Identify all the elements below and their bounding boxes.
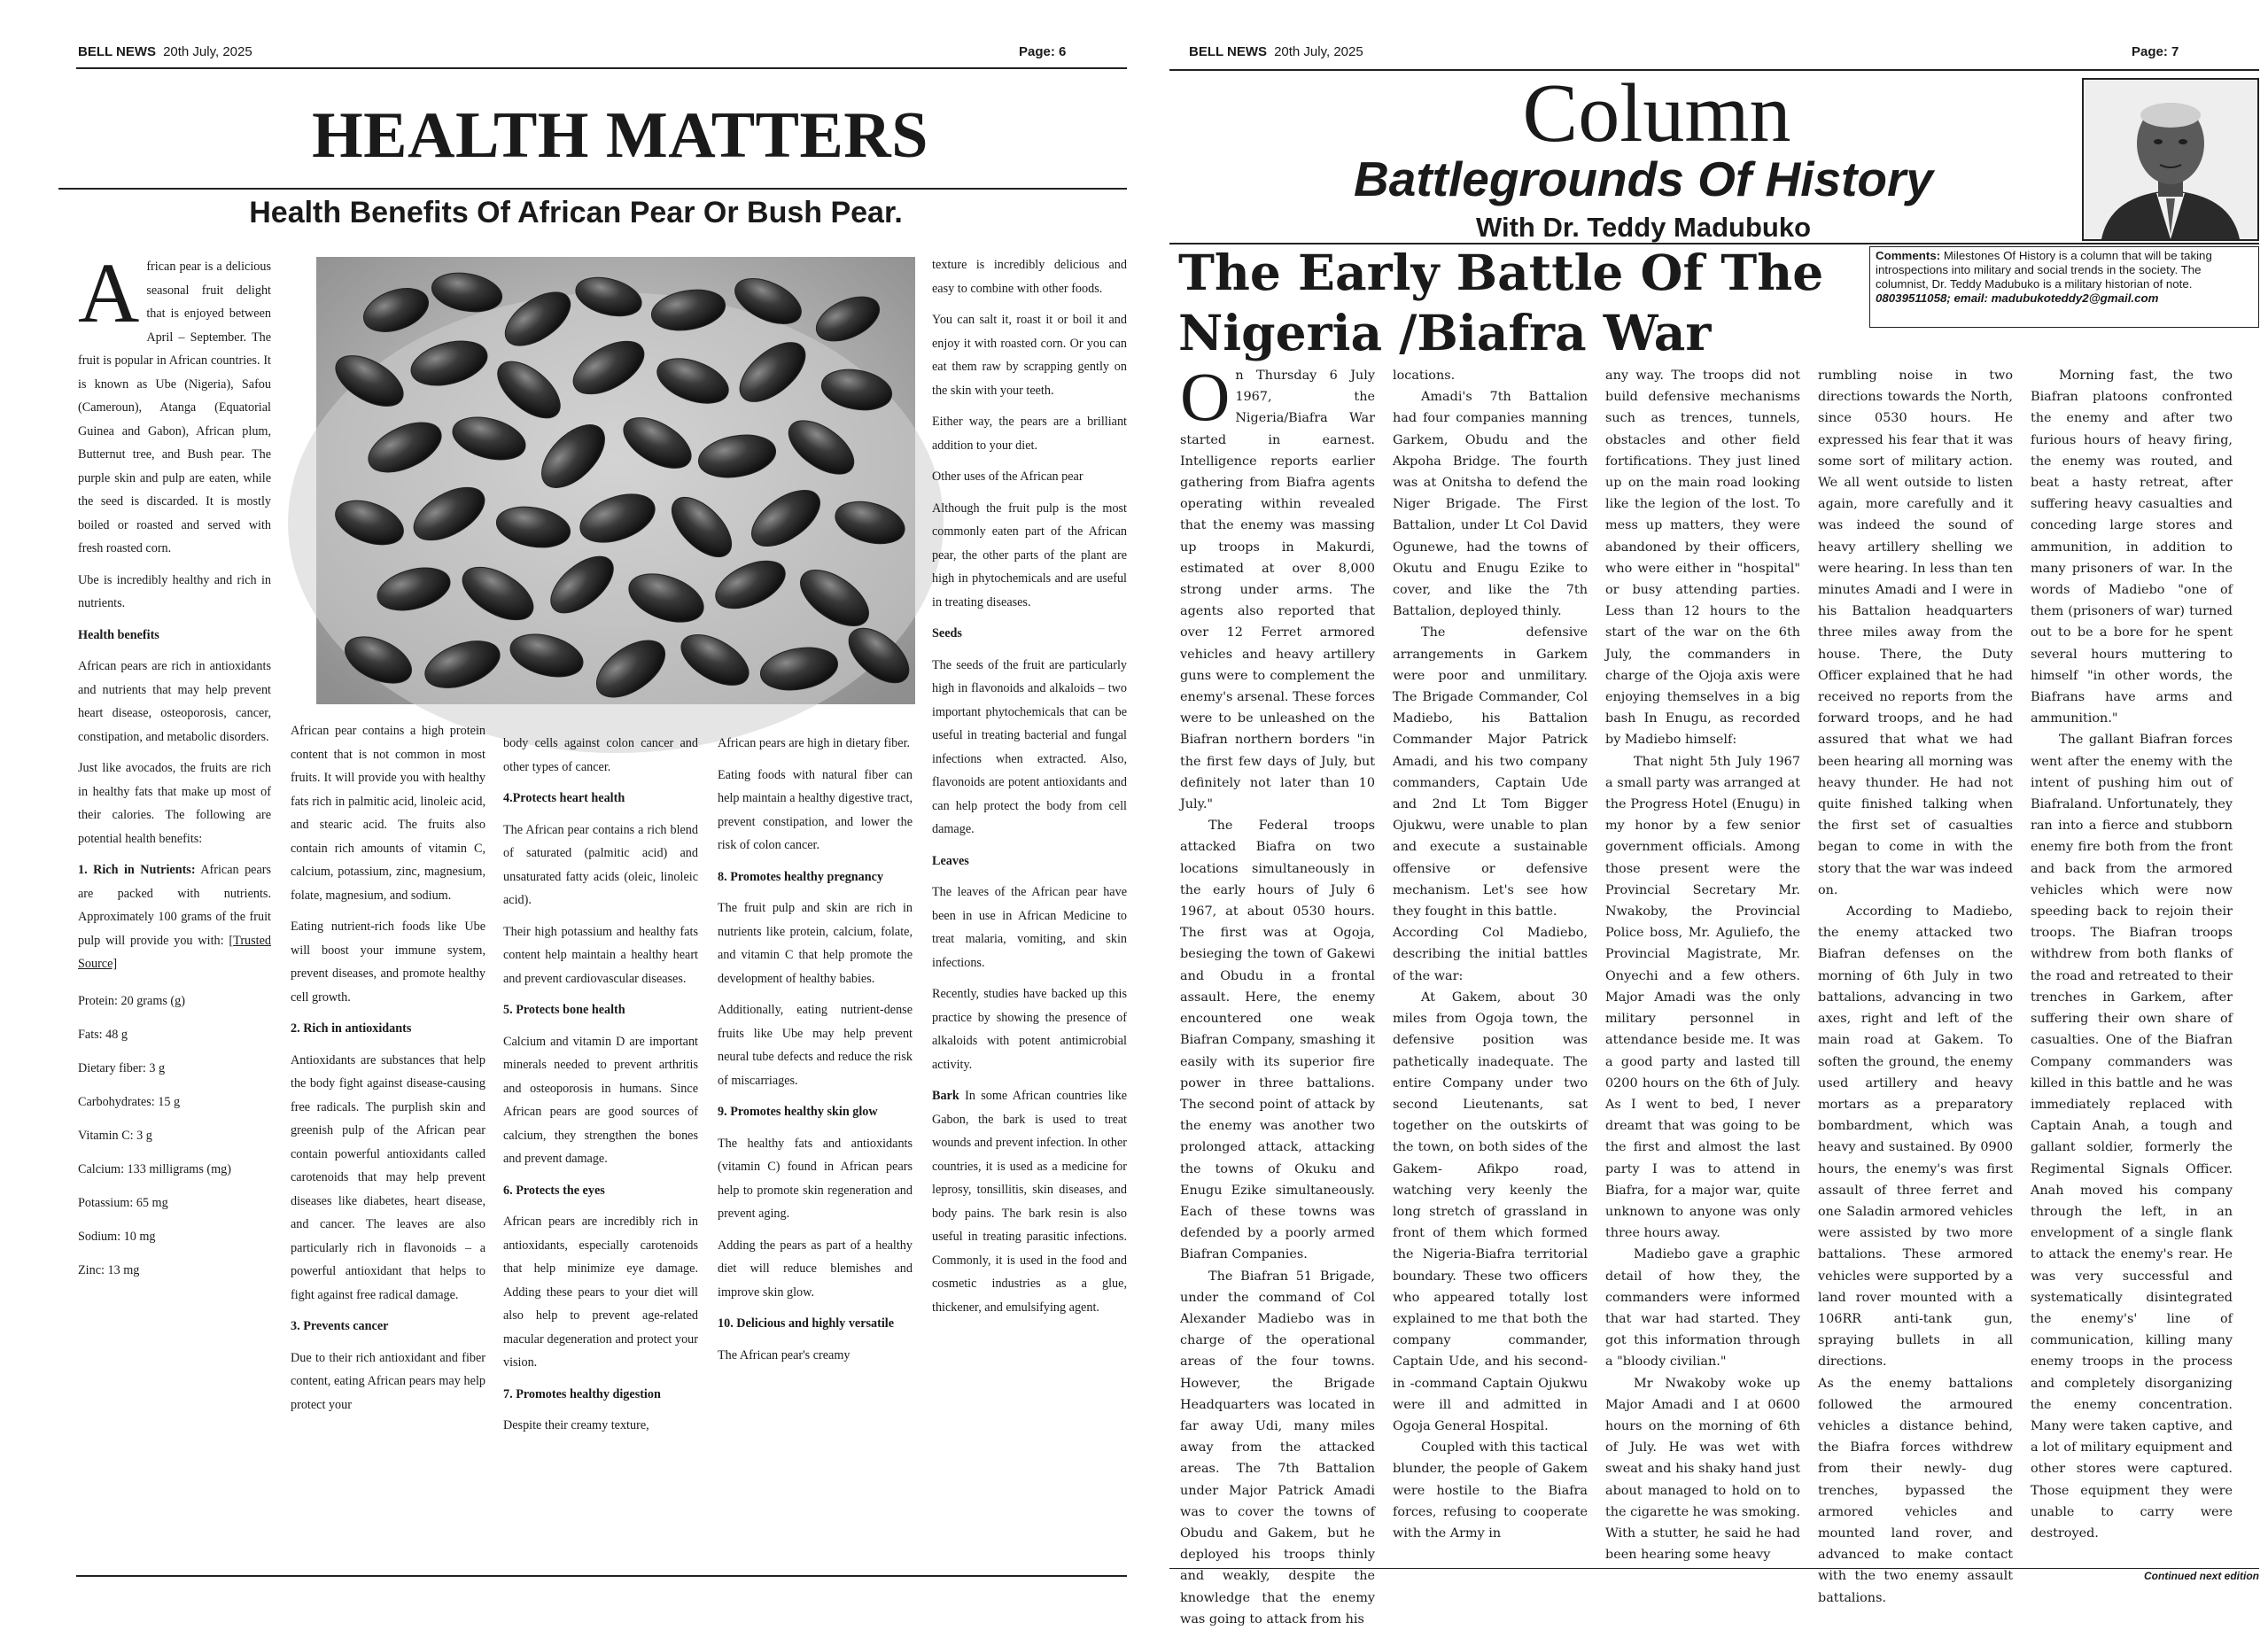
bottom-rule bbox=[1169, 1568, 2259, 1569]
subhead: 3. Prevents cancer bbox=[291, 1319, 389, 1333]
list-item: Vitamin C: 3 g bbox=[78, 1128, 152, 1143]
left-column-2: African pear contains a high protein content that is not common in most fruits. It will provide you with healthy fats rich in palmitic acid, linoleic acid, and stearic acid. The fruits also contain rich amounts of vitamin C, calcium, potassium, zinc, magnesium, folate, magnesium, and sodium. Eating nutrient-rich foods like Ube will boost your immune system, prevent diseases, and promote healthy cell growth. 2. Rich in antioxidants Antioxidants are substances that help the body fight against disease-causing free radicals. The purplish skin and greenish pulp of the African pear contain powerful antioxidants called carotenoids that may help prevent diseases like diabetes, heart disease, and cancer. The leaves are also particularly rich in flavonoids – a powerful antioxidant that helps to fight against free radical damage. 3. Prevents cancer Due to their rich antioxidant and fiber content, eating African pears may help protect your bbox=[291, 724, 485, 1412]
paper-name: BELL NEWS bbox=[1189, 44, 1268, 59]
page-number: Page: 6 bbox=[1019, 44, 1067, 59]
comments-label: Comments: bbox=[1876, 249, 1941, 262]
dropcap: O bbox=[1180, 358, 1231, 435]
page-7 bbox=[1134, 0, 2268, 1626]
comments-box: Comments: Milestones Of History is a column that will be taking introspections into military and social trends in the society. The columnist, Dr. Teddy Madubuko is a military historian of note. 08039511058; email: madubukoteddy2@gmail.com bbox=[1869, 246, 2259, 328]
left-column-4: African pears are high in dietary fiber. Eating foods with natural fiber can help maintain a healthy digestive tract, prevent constipation, and lower the risk of colon cancer. 8. Promotes healthy pregnancy The fruit pulp and skin are rich in nutrients like protein, calcium, folate, and vitamin C that help promote the development of healthy babies. Additionally, eating nutrient-dense fruits like Ube may help prevent neural tube defects and reduce the risk of miscarriages. 9. Promotes healthy skin glow The healthy fats and antioxidants (vitamin C) found in African pears help to promote skin regeneration and prevent aging. Adding the pears as part of a healthy diet will reduce blemishes and improve skin glow. 10. Delicious and highly versatile The African pear's creamy bbox=[718, 736, 913, 1362]
article-headline: Health Benefits Of African Pear Or Bush Pear. bbox=[249, 196, 903, 229]
left-column-3: body cells against colon cancer and other types of cancer. 4.Protects heart health The African pear contains a rich blend of saturated (palmitic acid) and unsaturated fatty acids (oleic, linoleic acid). Their high potassium and healthy fats content help maintain a healthy heart and prevent cardiovascular diseases. 5. Protects bone health Calcium and vitamin D are important minerals needed to prevent arthritis and osteoporosis in humans. Since African pears are good sources of calcium, they strengthen the bones and prevent damage. 6. Protects the eyes African pears are incredibly rich in antioxidants, especially carotenoids that help minimize eye damage. Adding these pears to your diet will also help to prevent age-related macular degeneration and protect your vision. 7. Promotes healthy digestion Despite their creamy texture, bbox=[503, 736, 698, 1432]
right-column-1: On Thursday 6 July 1967, the Nigeria/Biafra War started in earnest. Intelligence reports earlier gathering from Biafra agents operating within revealed that the enemy was massing up troops in Makurdi, estimated at over 8,000 strong under arms. The agents also reported that over 12 Ferret armored vehicles and heavy artillery guns were to complement the enemy's arsenal. These forces were to be unleashed on the Biafran northern borders "in the first few days of July, but definitely not later than 10 July." The Federal troops attacked Biafra on two locations simultaneously in the early hours of July 6 1967, at about 0530 hours. The first was at Ogoja, besieging the town of Gakewi and Obudu in a frontal assault. Here, the enemy encountered one weak Biafran Company, smashing it easily with its superior fire power in three battalions. The second point of attack by the enemy was another two prolonged attack, attacking the towns of Okuku and Enugu Ezike simultaneously. Each of these towns was defended by a poorly armed Biafran Companies. The Biafran 51 Brigade, under the command of Col Alexander Madiebo was in charge of the operational areas of the four towns. However, the Brigade Headquarters was located in far away Udi, many miles away from the attacked areas. The 7th Battalion under Major Patrick Amadi was to cover the towns of Obudu and Gakem, but he deployed his troops thinly and weakly, despite the knowledge that the enemy was going to attack from his bbox=[1180, 358, 1375, 1626]
left-column-1: African pear is a delicious seasonal fruit delight that is enjoyed between April – September. The fruit is popular in African countries. It is known as Ube (Nigeria), Safou (Cameroun), Atanga (Equatorial Guinea and Gabon), African plum, Butternut tree, and Bush pear. The purple skin and pulp are eaten, while the seed is discarded. It is mostly boiled or roasted and served with fresh roasted corn. Ube is incredibly healthy and rich in nutrients. Health benefits African pears are rich in antioxidants and nutrients that may help prevent heart disease, osteoporosis, cancer, constipation, and metabolic disorders. Just like avocados, the fruits are rich in healthy fats that make up most of their calories. The following are potential health benefits: 1. Rich in Nutrients: African pears are packed with nutrients. Approximately 100 grams of the fruit pulp will provide you with: [Trusted Source] Protein: 20 grams (g) Fats: 48 g Dietary fiber: 3 g Carbohydrates: 15 g Vitamin C: 3 g Calcium: 133 milligrams (mg) Potassium: 65 mg Sodium: 10 mg Zinc: 13 mg bbox=[78, 255, 271, 1566]
page-number: Page: 7 bbox=[2132, 44, 2179, 59]
trusted-source-link[interactable]: [Trusted Source] bbox=[78, 933, 271, 971]
african-pear-photo bbox=[316, 257, 915, 704]
masthead-left bbox=[78, 44, 252, 59]
list-item: Potassium: 65 mg bbox=[78, 1195, 168, 1210]
paper-name: BELL NEWS bbox=[78, 44, 157, 59]
subhead: 9. Promotes healthy skin glow bbox=[718, 1105, 878, 1119]
bottom-rule bbox=[76, 1575, 1127, 1577]
section-title: HEALTH MATTERS bbox=[312, 99, 928, 172]
list-item: Sodium: 10 mg bbox=[78, 1229, 156, 1244]
masthead-right bbox=[1189, 44, 1363, 59]
subhead: 7. Promotes healthy digestion bbox=[503, 1386, 661, 1401]
nutrient-list bbox=[78, 984, 271, 1287]
left-column-5: texture is incredibly delicious and easy to combine with other foods. You can salt it, roast it or boil it and enjoy it with roasted corn. Or you can eat them raw by scrapping gently on the skin with your teeth. Either way, the pears are a brilliant addition to your diet. Other uses of the African pear Although the fruit pulp is the most commonly eaten part of the African pear, the other parts of the plant are high in phytochemicals and are useful in treating diseases. Seeds The seeds of the fruit are particularly high in flavonoids and alkaloids – two important phytochemicals that can be useful in treating bacterial and fungal infections when extracted. Also, flavonoids are potent antioxidants and can help protect the body from cell damage. Leaves The leaves of the African pear have been in use in African Medicine to treat malaria, vomiting, and skin infections. Recently, studies have backed up this practice by showing the presence of alkaloids with potent antimicrobial activity. Bark In some African countries like Gabon, the bark is used to treat wounds and prevent infection. In other countries, it is used as a medicine for leprosy, tonsillitis, skin diseases, and body pains. The bark resin is also useful in treating parasitic infections. Commonly, it is used in the food and cosmetic industries as a glue, thickener, and emulsifying agent. bbox=[932, 258, 1128, 1315]
subhead: 10. Delicious and highly versatile bbox=[718, 1316, 895, 1331]
paper-date: 20th July, 2025 bbox=[1274, 44, 1363, 59]
list-item: Protein: 20 grams (g) bbox=[78, 993, 185, 1008]
continued-note: Continued next edition bbox=[2144, 1570, 2259, 1582]
article-headline: The Early Battle Of The Nigeria /Biafra War bbox=[1178, 244, 1824, 361]
subhead: 8. Promotes healthy pregnancy bbox=[718, 869, 884, 884]
pear-image-icon bbox=[316, 257, 915, 704]
paper-date: 20th July, 2025 bbox=[163, 44, 252, 59]
right-column-5: Morning fast, the two Biafran platoons confronted the enemy and after two furious hours of heavy firing, the enemy was routed, and beat a hasty retreat, after suffering heavy casualties and conceding large stores and ammunition, in addition to many prisoners of war. In the words of Madiebo "one of them (prisoners of war) turned out to be a bore for he spent several hours muttering to himself "in other words, the Biafrans have arms and ammunition." The gallant Biafran forces went after the enemy with the intent of pushing him out of Biafraland. Unfortunately, they ran into a fierce and stubborn enemy fire both from the front and back from the armored vehicles which were now speeding back to rejoin their troops. The Biafran troops withdrew from both flanks of the road and retreated to their trenches in Garkem, after suffering their own share of casualties. One of the Biafran Company commanders was killed in this battle and he was immediately replaced with Captain Anah, a tough and gallant soldier, formerly the Regimental Signals Officer. Anah moved his company through the left, in an envelopment of a single flank to attack the enemy's rear. He was very successful and systematically disintegrated the enemy's' line of communication, killing many enemy troops in the process and completely disorganizing the enemy concentration. Many were taken captive, and a lot of military equipment and other stores were captured. Those equipment they were unable to carry were destroyed. bbox=[2031, 369, 2233, 1541]
series-title: Battlegrounds Of History bbox=[1354, 151, 1933, 206]
column-word: Column bbox=[1522, 67, 1791, 159]
contact-info: 08039511058; email: madubukoteddy2@gmail.com bbox=[1876, 291, 2159, 305]
subhead: Leaves bbox=[932, 853, 969, 868]
subhead: 2. Rich in antioxidants bbox=[291, 1021, 412, 1036]
subhead: Bark bbox=[932, 1089, 959, 1103]
list-item: Calcium: 133 milligrams (mg) bbox=[78, 1161, 231, 1176]
list-item: Zinc: 13 mg bbox=[78, 1262, 140, 1277]
top-rule bbox=[76, 67, 1127, 69]
page-6 bbox=[0, 0, 1134, 1603]
list-item: Dietary fiber: 3 g bbox=[78, 1060, 166, 1075]
subhead: Health benefits bbox=[78, 627, 159, 642]
subhead: 5. Protects bone health bbox=[503, 1003, 625, 1017]
list-item: Fats: 48 g bbox=[78, 1027, 128, 1042]
portrait-icon bbox=[2084, 80, 2257, 239]
columnist-portrait bbox=[2082, 78, 2259, 241]
subhead: 6. Protects the eyes bbox=[503, 1183, 605, 1198]
list-item: Carbohydrates: 15 g bbox=[78, 1094, 181, 1109]
dropcap: A bbox=[78, 245, 140, 340]
subhead: Seeds bbox=[932, 626, 962, 640]
right-column-4: rumbling noise in two directions towards the North, since 0530 hours. He expressed his fear that it was some sort of military action. We all went outside to listen again, more carefully and it was indeed the sound of heavy artillery shelling we were hearing. In less than ten minutes Amadi and I were in his Battalion headquarters three miles away from the house. There, the Duty Officer explained that he had received no reports from the forward troops, and he had assured that what we had been hearing all morning was heavy thunder. He had not quite finished talking when the first set of casualties began to come in with the story that the war was indeed on. According to Madiebo, the enemy attacked two Biafran defenses on the morning of 6th July in two battalions, advancing in two axes, right and left of the main road at Gakem. To soften the ground, the enemy used artillery and heavy mortars as a preparatory bombardment, which was heavy and sustained. By 0900 hours, the enemy's was first assault of three ferret and one Saladin armored vehicles were assisted by two more battalions. These armored vehicles were supported by a land rover mounted with a 106RR anti-tank gun, spraying bullets in all directions. As the enemy battalions followed the armoured vehicles a distance behind, the Biafra forces withdrew from their newly- dug trenches, bypassed the armored vehicles and mounted land rover, and advanced to make contact with the two enemy assault battalions. bbox=[1818, 369, 2013, 1605]
subhead: 4.Protects heart health bbox=[503, 791, 625, 805]
right-column-2: locations. Amadi's 7th Battalion had four companies manning Garkem, Obudu and the Akpoha Bridge. The fourth was at Onitsha to defend the Niger Brigade. The First Battalion, under Lt Col David Ogunewe, had the towns of Okutu and Enugu Ezike to cover, and like the 7th Battalion, deployed thinly. The defensive arrangements in Garkem were poor and unmilitary. The Brigade Commander, Col Madiebo, his Battalion Commander Major Patrick Amadi, and his two company commanders, Captain Ude and 2nd Lt Tom Bigger Ojukwu, were unable to plan and execute a sustainable offensive or defensive mechanism. Let's see how they fought in this battle. According Col Madiebo, describing the initial battles of the war: At Gakem, about 30 miles from Ogoja town, the defensive position was pathetically inadequate. The entire Company under two second Lieutenants, sat together on the outskirts of the town, on both sides of the Gakem- Afikpo road, watching very keenly the long stretch of grassland in front of them which formed the Nigeria-Biafra territorial boundary. These two officers who appeared totally lost explained to me that both the company commander, Captain Ude, and his second-in -command Captain Ojukwu were ill and admitted in Ogoja General Hospital. Coupled with this tactical blunder, the people of Gakem were hostile to the Biafra forces, refusing to cooperate with the Army in bbox=[1393, 369, 1588, 1541]
byline: With Dr. Teddy Madubuko bbox=[1475, 212, 1812, 243]
right-column-3: any way. The troops did not build defensive mechanisms such as trences, tunnels, obstacles and other field fortifications. They just lined up on the main road looking like the legion of the lost. To mess up matters, they were abandoned by their officers, who were either in "hospital" or busy attending parties. Less than 12 hours to the start of the war on the 6th July, the commanders in charge of the Ojoja axis were enjoying themselves in a big bash In Enugu, as recorded by Madiebo himself: That night 5th July 1967 a small party was arranged at the Progress Hotel (Enugu) in my honor by a few senior government officials. Among those present were the Provincial Secretary Mr. Nwakoby, the Provincial Police boss, Mr. Aguliefo, the Provincial Magistrate, Mr. Onyechi and a few others. Major Amadi was the only military personnel in attendance beside me. It was a good party and lasted till 0200 hours on the 6th of July. As I went to bed, I never dreamt that was going to be the first and almost the last party I was to attend in Biafra, for a major war, quite unknown to anyone was only three hours away. Madiebo gave a graphic detail of how they, the commanders were informed that war had started. They got this information through a "bloody civilian." Mr Nwakoby woke up Major Amadi and I at 0600 hours on the morning of 6th of July. He was wet with sweat and his shaky hand just about managed to hold on to the cigarette he was smoking. With a stutter, he said he had been hearing some heavy bbox=[1605, 369, 1800, 1563]
